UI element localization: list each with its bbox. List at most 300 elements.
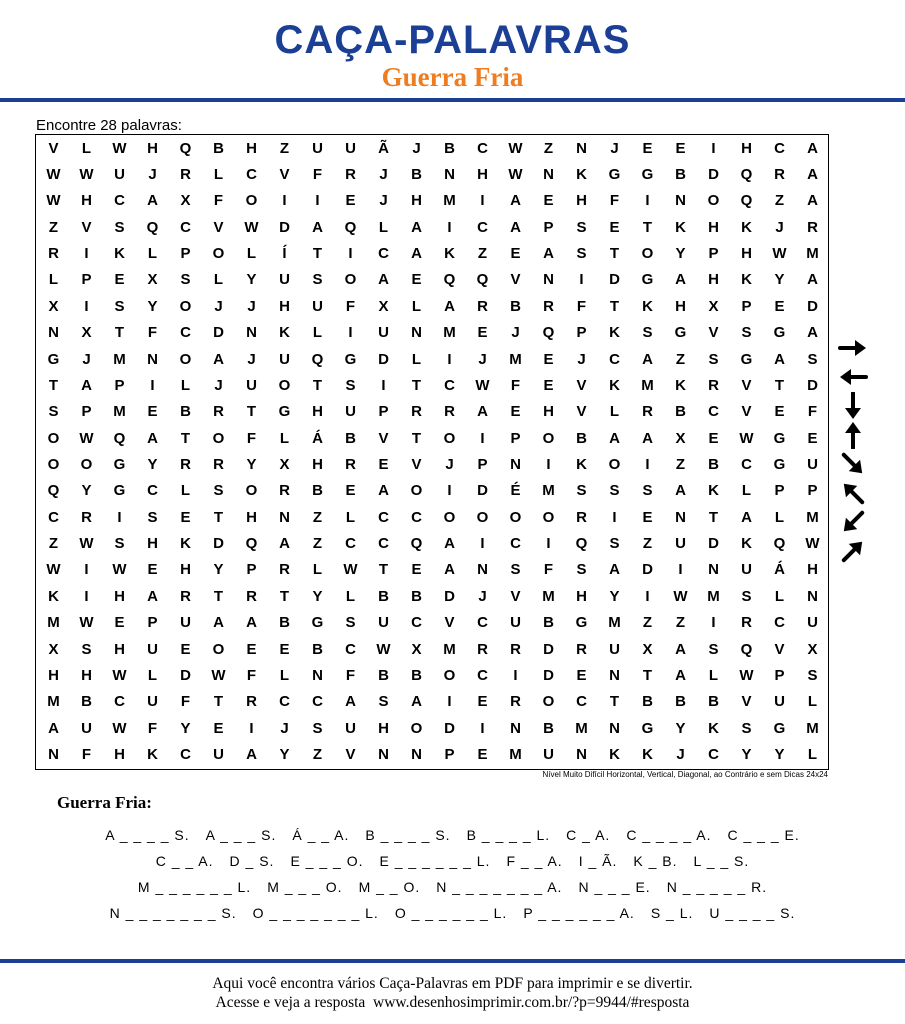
grid-cell: N	[312, 666, 323, 684]
grid-cell: E	[345, 192, 356, 210]
grid-cell: A	[675, 666, 686, 684]
grid-cell: A	[312, 218, 323, 236]
grid-cell: G	[608, 166, 621, 184]
grid-cell: A	[543, 245, 554, 263]
grid-cell: M	[509, 350, 522, 368]
grid-cell: C	[180, 324, 191, 342]
grid-cell: D	[444, 719, 455, 737]
grid-cell: P	[774, 666, 785, 684]
hint-word: C _ _ _ E.	[727, 827, 800, 843]
grid-cell: E	[477, 693, 488, 711]
grid-cell: G	[641, 166, 654, 184]
grid-cell: A	[147, 192, 158, 210]
grid-cell: G	[47, 350, 60, 368]
grid-cell: V	[48, 139, 59, 157]
grid-cell: K	[609, 376, 620, 394]
grid-cell: N	[675, 508, 686, 526]
grid-cell: O	[509, 508, 522, 526]
grid-cell: N	[246, 324, 257, 342]
grid-cell: Q	[344, 218, 357, 236]
grid-cell: V	[741, 403, 752, 421]
grid-cell: B	[213, 139, 224, 157]
hint-line	[0, 822, 905, 848]
grid-cell: P	[81, 271, 92, 289]
grid-cell: C	[708, 745, 719, 763]
grid-cell: V	[378, 429, 389, 447]
grid-cell: S	[609, 535, 620, 553]
grid-cell: A	[246, 745, 257, 763]
grid-cell: W	[112, 561, 127, 579]
grid-cell: C	[609, 350, 620, 368]
grid-cell: I	[381, 376, 386, 394]
grid-cell: P	[180, 245, 191, 263]
grid-cell: Q	[740, 192, 753, 210]
hint-word: D _ S.	[229, 853, 275, 869]
grid-cell: T	[774, 376, 785, 394]
grid-cell: H	[147, 139, 158, 157]
grid-cell: N	[477, 561, 488, 579]
grid-cell: L	[774, 508, 785, 526]
grid-cell: S	[180, 271, 191, 289]
grid-cell: A	[147, 587, 158, 605]
grid-cell: P	[477, 455, 488, 473]
grid-cell: Y	[609, 587, 620, 605]
grid-cell: J	[280, 719, 289, 737]
grid-cell: M	[113, 350, 126, 368]
header-divider	[0, 98, 905, 102]
grid-cell: I	[348, 245, 353, 263]
grid-cell: F	[807, 403, 818, 421]
arrow-up-icon	[836, 421, 870, 449]
grid-cell: G	[674, 324, 687, 342]
grid-cell: B	[378, 587, 389, 605]
grid-cell: Z	[642, 614, 653, 632]
grid-cell: K	[114, 245, 125, 263]
grid-cell: E	[411, 271, 422, 289]
grid-cell: U	[213, 745, 224, 763]
grid-cell: H	[576, 192, 587, 210]
grid-cell: G	[278, 403, 291, 421]
grid-cell: O	[542, 693, 555, 711]
grid-cell: A	[642, 429, 653, 447]
grid-cell: R	[279, 561, 290, 579]
grid-cell: Z	[312, 745, 323, 763]
grid-cell: U	[741, 561, 752, 579]
grid-cell: G	[641, 719, 654, 737]
grid-cell: O	[608, 455, 621, 473]
grid-cell: F	[345, 666, 356, 684]
grid-cell: Y	[774, 271, 785, 289]
grid-cell: Q	[146, 218, 159, 236]
grid-cell: L	[312, 324, 323, 342]
grid-cell: J	[247, 297, 256, 315]
grid-cell: W	[805, 535, 820, 553]
grid-cell: U	[807, 455, 818, 473]
grid-cell: T	[114, 324, 125, 342]
grid-cell: B	[543, 719, 554, 737]
grid-cell: H	[708, 271, 719, 289]
grid-cell: P	[774, 482, 785, 500]
grid-cell: J	[379, 192, 388, 210]
grid-cell: O	[443, 429, 456, 447]
grid-cell: E	[345, 482, 356, 500]
grid-cell: C	[774, 139, 785, 157]
grid-cell: J	[577, 350, 586, 368]
grid-cell: Q	[113, 429, 126, 447]
grid-cell: A	[741, 508, 752, 526]
grid-cell: G	[344, 350, 357, 368]
grid-cell: I	[282, 192, 287, 210]
grid-cell: U	[312, 297, 323, 315]
grid-cell: B	[411, 666, 422, 684]
hint-line	[0, 900, 905, 926]
grid-cell: T	[213, 508, 224, 526]
footer-line-2: Acesse e veja a resposta www.desenhosimprimir.com.br/?p=9944/#resposta	[215, 994, 690, 1011]
grid-cell: Q	[542, 324, 555, 342]
grid-cell: W	[79, 614, 94, 632]
grid-cell: T	[180, 429, 191, 447]
grid-cell: A	[48, 719, 59, 737]
grid-cell: L	[708, 666, 719, 684]
grid-cell: N	[510, 719, 521, 737]
grid-cell: J	[445, 455, 454, 473]
grid-cell: L	[213, 271, 224, 289]
grid-cell: Q	[245, 535, 258, 553]
grid-cell: I	[117, 508, 122, 526]
grid-cell: V	[576, 376, 587, 394]
instructions: Encontre 28 palavras:	[36, 117, 182, 134]
grid-cell: V	[213, 218, 224, 236]
grid-cell: P	[510, 429, 521, 447]
grid-cell: P	[708, 245, 719, 263]
grid-cell: U	[246, 376, 257, 394]
grid-cell: D	[807, 376, 818, 394]
grid-cell: I	[447, 482, 452, 500]
grid-cell: C	[180, 218, 191, 236]
grid-cell: Y	[675, 245, 686, 263]
grid-cell: R	[180, 587, 191, 605]
grid-cell: G	[311, 614, 324, 632]
grid-cell: W	[343, 561, 358, 579]
grid-cell: X	[411, 640, 422, 658]
grid-cell: I	[447, 693, 452, 711]
grid-cell: I	[513, 666, 518, 684]
grid-cell: A	[147, 429, 158, 447]
grid-cell: H	[279, 297, 290, 315]
grid-cell: W	[46, 166, 61, 184]
grid-cell: V	[741, 693, 752, 711]
grid-cell: L	[147, 245, 158, 263]
grid-cell: D	[213, 535, 224, 553]
grid-cell: Q	[410, 535, 423, 553]
grid-cell: Z	[312, 508, 323, 526]
grid-cell: V	[510, 271, 521, 289]
grid-cell: S	[807, 350, 818, 368]
grid-cell: E	[114, 271, 125, 289]
hint-word: U _ _ _ _ S.	[709, 905, 796, 921]
grid-cell: Y	[180, 719, 191, 737]
grid-cell: L	[378, 218, 389, 236]
grid-cell: E	[576, 666, 587, 684]
grid-cell: C	[510, 535, 521, 553]
grid-cell: O	[179, 297, 192, 315]
grid-cell: L	[312, 561, 323, 579]
grid-cell: D	[609, 271, 620, 289]
grid-cell: T	[642, 666, 653, 684]
grid-cell: N	[543, 271, 554, 289]
grid-cell: C	[411, 614, 422, 632]
grid-cell: U	[378, 614, 389, 632]
grid-cell: N	[609, 719, 620, 737]
grid-cell: B	[312, 640, 323, 658]
grid-cell: B	[279, 614, 290, 632]
grid-cell: A	[675, 640, 686, 658]
grid-cell: F	[81, 745, 92, 763]
grid-cell: M	[47, 693, 60, 711]
grid-cell: N	[411, 745, 422, 763]
grid-cell: H	[312, 403, 323, 421]
grid-cell: Y	[147, 297, 158, 315]
grid-cell: Q	[740, 640, 753, 658]
hint-word: L _ _ S.	[693, 853, 750, 869]
grid-cell: A	[81, 376, 92, 394]
grid-cell: D	[708, 166, 719, 184]
grid-cell: V	[411, 455, 422, 473]
grid-cell: W	[46, 561, 61, 579]
grid-cell: K	[147, 745, 158, 763]
grid-cell: A	[378, 271, 389, 289]
grid-cell: K	[675, 218, 686, 236]
grid-cell: I	[480, 429, 485, 447]
grid-cell: N	[576, 139, 587, 157]
grid-cell: X	[180, 192, 191, 210]
grid-cell: C	[444, 376, 455, 394]
grid-cell: Z	[774, 192, 785, 210]
hint-word: C _ _ A.	[155, 853, 214, 869]
grid-cell: E	[807, 429, 818, 447]
grid-cell: S	[312, 271, 323, 289]
grid-cell: Z	[543, 139, 554, 157]
grid-cell: J	[676, 745, 685, 763]
grid-cell: V	[81, 218, 92, 236]
grid-cell: S	[708, 350, 719, 368]
grid-cell: R	[345, 166, 356, 184]
grid-cell: K	[741, 535, 752, 553]
grid-cell: I	[249, 719, 254, 737]
grid-cell: Z	[642, 535, 653, 553]
grid-cell: K	[444, 245, 455, 263]
grid-cell: B	[411, 587, 422, 605]
grid-cell: C	[345, 535, 356, 553]
grid-cell: C	[477, 218, 488, 236]
grid-cell: B	[675, 166, 686, 184]
grid-cell: O	[641, 245, 654, 263]
footer-line-1: Aqui você encontra vários Caça-Palavras em PDF para imprimir e se divertir.	[212, 975, 693, 992]
grid-cell: H	[246, 508, 257, 526]
grid-cell: Q	[179, 139, 192, 157]
grid-cell: D	[543, 666, 554, 684]
grid-cell: E	[642, 139, 653, 157]
grid-cell: Z	[675, 350, 686, 368]
grid-cell: P	[807, 482, 818, 500]
grid-cell: A	[444, 297, 455, 315]
grid-cell: N	[411, 324, 422, 342]
grid-cell: C	[477, 614, 488, 632]
grid-cell: L	[279, 666, 290, 684]
grid-cell: S	[609, 482, 620, 500]
grid-cell: M	[47, 614, 60, 632]
grid-cell: J	[412, 139, 421, 157]
grid-cell: L	[147, 666, 158, 684]
hint-line	[0, 874, 905, 900]
grid-cell: J	[247, 350, 256, 368]
grid-cell: R	[246, 587, 257, 605]
grid-cell: H	[81, 192, 92, 210]
grid-cell: N	[609, 666, 620, 684]
grid-cell: F	[609, 192, 620, 210]
arrow-right-icon	[836, 334, 870, 362]
grid-cell: T	[609, 693, 620, 711]
grid-cell: J	[214, 376, 223, 394]
grid-cell: R	[246, 693, 257, 711]
grid-cell: U	[345, 403, 356, 421]
hint-word: A _ _ _ S.	[205, 827, 277, 843]
grid-cell: C	[378, 508, 389, 526]
grid-cell: T	[378, 561, 389, 579]
grid-cell: C	[477, 666, 488, 684]
grid-cell: Z	[675, 455, 686, 473]
grid-cell: L	[81, 139, 92, 157]
grid-cell: B	[543, 614, 554, 632]
grid-cell: R	[48, 245, 59, 263]
hint-word: M _ _ _ _ _ _ L.	[137, 879, 252, 895]
grid-cell: T	[708, 508, 719, 526]
grid-cell: A	[774, 350, 785, 368]
grid-cell: P	[114, 376, 125, 394]
grid-cell: C	[741, 455, 752, 473]
grid-cell: A	[213, 614, 224, 632]
grid-cell: T	[246, 403, 257, 421]
grid-cell: I	[480, 535, 485, 553]
grid-cell: K	[675, 376, 686, 394]
word-hints	[0, 822, 905, 926]
grid-cell: N	[510, 455, 521, 473]
grid-cell: L	[345, 508, 356, 526]
grid-cell: I	[612, 508, 617, 526]
grid-cell: K	[180, 535, 191, 553]
grid-cell: S	[213, 482, 224, 500]
grid-cell: U	[345, 719, 356, 737]
grid-cell: M	[542, 587, 555, 605]
grid-cell: C	[279, 693, 290, 711]
grid-cell: R	[807, 218, 818, 236]
grid-cell: T	[411, 429, 422, 447]
grid-cell: E	[675, 139, 686, 157]
grid-cell: M	[806, 719, 819, 737]
grid-cell: V	[708, 324, 719, 342]
grid-cell: A	[213, 350, 224, 368]
grid-cell: M	[443, 324, 456, 342]
grid-cell: P	[741, 297, 752, 315]
grid-cell: C	[246, 166, 257, 184]
grid-cell: S	[642, 324, 653, 342]
grid-cell: L	[807, 745, 818, 763]
grid-cell: B	[642, 693, 653, 711]
grid-cell: Z	[48, 218, 59, 236]
grid-cell: B	[510, 297, 521, 315]
arrow-down-left-icon	[836, 508, 870, 536]
grid-cell: W	[673, 587, 688, 605]
grid-cell: A	[510, 218, 521, 236]
grid-cell: G	[773, 719, 786, 737]
grid-cell: R	[576, 508, 587, 526]
grid-cell: E	[642, 508, 653, 526]
grid-cell: B	[411, 166, 422, 184]
grid-cell: R	[411, 403, 422, 421]
grid-cell: A	[279, 535, 290, 553]
grid-cell: A	[378, 482, 389, 500]
grid-cell: X	[147, 271, 158, 289]
grid-cell: R	[741, 614, 752, 632]
grid-cell: N	[147, 350, 158, 368]
grid-cell: C	[477, 139, 488, 157]
grid-cell: D	[213, 324, 224, 342]
grid-cell: G	[773, 324, 786, 342]
grid-cell: Z	[48, 535, 59, 553]
grid-cell: L	[213, 166, 224, 184]
grid-cell: B	[444, 139, 455, 157]
grid-cell: M	[641, 376, 654, 394]
grid-cell: Q	[773, 535, 786, 553]
grid-cell: J	[478, 587, 487, 605]
grid-cell: I	[480, 192, 485, 210]
grid-cell: N	[807, 587, 818, 605]
grid-cell: W	[112, 666, 127, 684]
grid-cell: A	[444, 535, 455, 553]
hint-word: O _ _ _ _ _ _ _ L.	[252, 905, 379, 921]
grid-cell: J	[214, 297, 223, 315]
hint-word: F _ _ A.	[506, 853, 563, 869]
grid-cell: C	[345, 640, 356, 658]
grid-cell: Q	[443, 271, 456, 289]
grid-cell: D	[543, 640, 554, 658]
grid-cell: O	[707, 192, 720, 210]
grid-cell: K	[741, 271, 752, 289]
grid-cell: Y	[675, 719, 686, 737]
grid-cell: Y	[81, 482, 92, 500]
grid-cell: U	[609, 640, 620, 658]
grid-cell: W	[508, 166, 523, 184]
grid-cell: I	[348, 324, 353, 342]
grid-cell: R	[708, 376, 719, 394]
grid-cell: E	[180, 640, 191, 658]
grid-cell: K	[576, 455, 587, 473]
grid-cell: U	[774, 693, 785, 711]
grid-cell: Y	[246, 271, 257, 289]
grid-cell: A	[609, 429, 620, 447]
grid-cell: Q	[575, 535, 588, 553]
grid-cell: B	[675, 693, 686, 711]
grid-cell: A	[246, 614, 257, 632]
grid-cell: A	[807, 166, 818, 184]
grid-cell: W	[79, 166, 94, 184]
grid-cell: O	[245, 482, 258, 500]
grid-cell: S	[114, 535, 125, 553]
grid-cell: W	[244, 218, 259, 236]
grid-cell: V	[774, 640, 785, 658]
grid-cell: W	[475, 376, 490, 394]
grid-cell: E	[543, 192, 554, 210]
